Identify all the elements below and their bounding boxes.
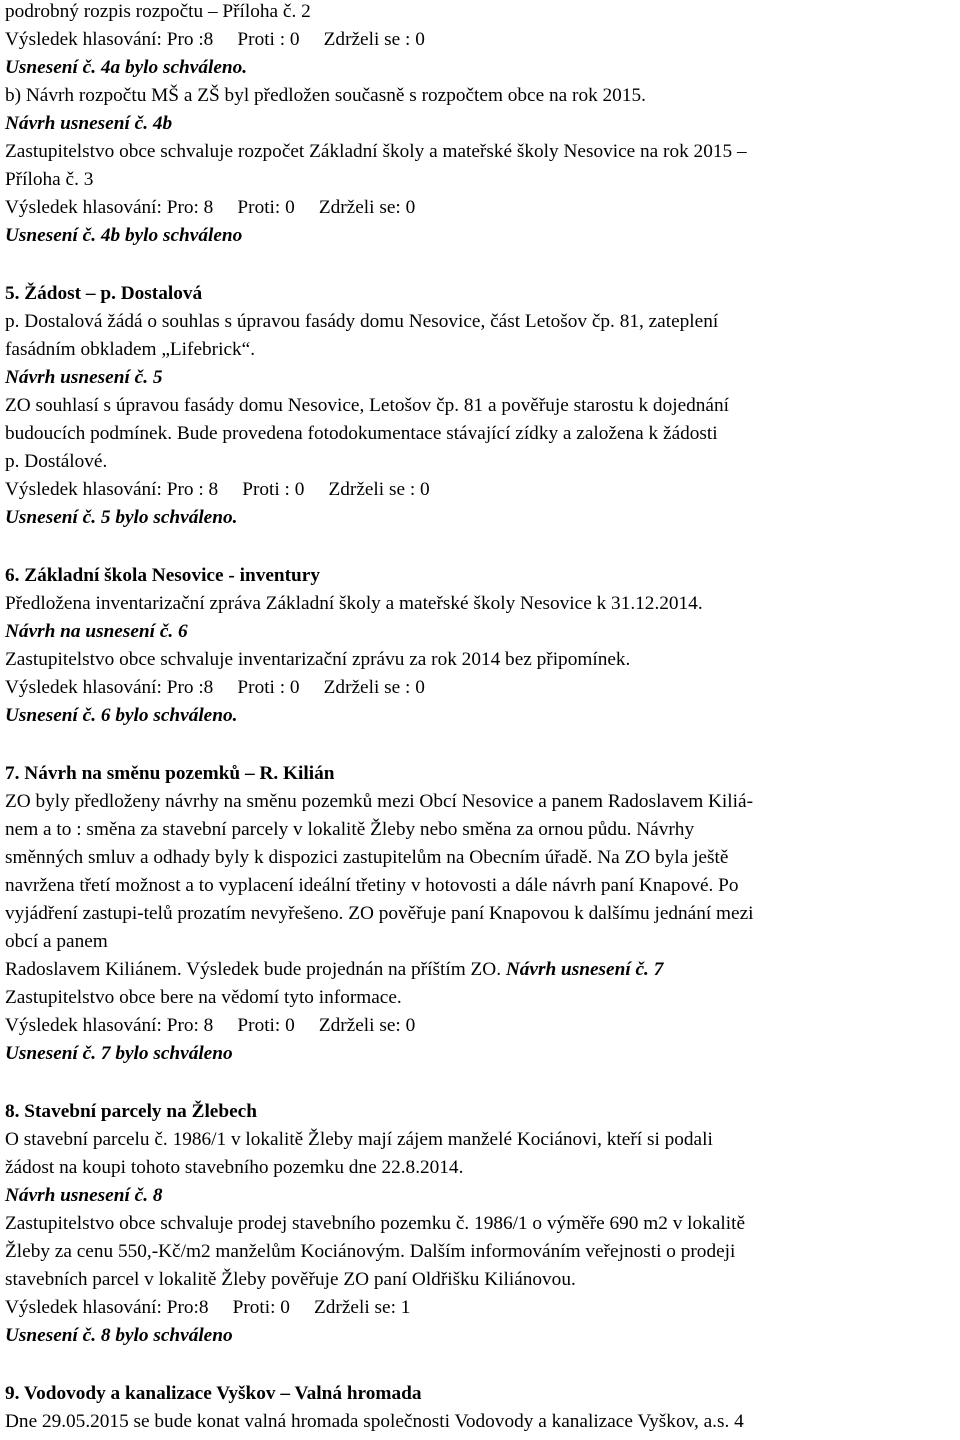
resolution-proposal: Návrh usnesení č. 8 xyxy=(5,1185,163,1206)
vote-result: Výsledek hlasování: Pro :8 Proti : 0 Zdrželi se : 0 xyxy=(5,29,425,50)
resolution-approved: Usnesení č. 8 bylo schváleno xyxy=(5,1325,233,1346)
text-line: budoucích podmínek. Bude provedena fotodokumentace stávající zídky a založena k žádosti xyxy=(5,423,718,444)
text-line: p. Dostálové. xyxy=(5,451,108,472)
text-line: Předložena inventarizační zpráva Základní školy a mateřské školy Nesovice k 31.12.2014. xyxy=(5,593,703,614)
text-line: podrobný rozpis rozpočtu – Příloha č. 2 xyxy=(5,1,311,22)
text-line: navržena třetí možnost a to vyplacení ideální třetiny v hotovosti a dále návrh paní Knapové. Po xyxy=(5,875,739,896)
text-line: O stavební parcelu č. 1986/1 v lokalitě Žleby mají zájem manželé Kociánovi, kteří si podali xyxy=(5,1129,713,1150)
text-run: Radoslavem Kiliánem. Výsledek bude projednán na příštím ZO. xyxy=(5,959,502,980)
resolution-approved: Usnesení č. 4a bylo schváleno. xyxy=(5,57,248,78)
vote-result: Výsledek hlasování: Pro: 8 Proti: 0 Zdrželi se: 0 xyxy=(5,197,416,218)
resolution-proposal: Návrh usnesení č. 7 xyxy=(505,959,664,980)
section-heading: 7. Návrh na směnu pozemků – R. Kilián xyxy=(5,763,335,784)
text-line: Zastupitelstvo obce schvaluje prodej stavebního pozemku č. 1986/1 o výměře 690 m2 v lokalitě xyxy=(5,1213,746,1234)
text-line: obcí a panem xyxy=(5,931,108,952)
text-line: žádost na koupi tohoto stavebního pozemku dne 22.8.2014. xyxy=(5,1157,464,1178)
section-heading: 6. Základní škola Nesovice - inventury xyxy=(5,565,320,586)
resolution-approved: Usnesení č. 6 bylo schváleno. xyxy=(5,705,238,726)
vote-result: Výsledek hlasování: Pro: 8 Proti: 0 Zdrželi se: 0 xyxy=(5,1015,416,1036)
text-line: vyjádření zastupi-telů prozatím nevyřešeno. ZO pověřuje paní Knapovou k dalšímu jednání mezi xyxy=(5,903,754,924)
vote-result: Výsledek hlasování: Pro : 8 Proti : 0 Zdrželi se : 0 xyxy=(5,479,430,500)
text-line: stavebních parcel v lokalitě Žleby pověřuje ZO paní Oldřišku Kiliánovou. xyxy=(5,1269,576,1290)
resolution-approved: Usnesení č. 7 bylo schváleno xyxy=(5,1043,233,1064)
text-line: Zastupitelstvo obce bere na vědomí tyto informace. xyxy=(5,987,402,1008)
text-line xyxy=(5,958,663,982)
text-line: směnných smluv a odhady byly k dispozici zastupitelům na Obecním úřadě. Na ZO byla ještě xyxy=(5,847,729,868)
section-heading: 5. Žádost – p. Dostalová xyxy=(5,283,203,304)
resolution-proposal: Návrh usnesení č. 5 xyxy=(5,367,163,388)
text-line: Dne 29.05.2015 se bude konat valná hromada společnosti Vodovody a kanalizace Vyškov, a.s. 4 xyxy=(5,1411,744,1432)
resolution-approved: Usnesení č. 5 bylo schváleno. xyxy=(5,507,238,528)
resolution-proposal: Návrh usnesení č. 4b xyxy=(5,113,173,134)
text-line: ZO byly předloženy návrhy na směnu pozemků mezi Obcí Nesovice a panem Radoslavem Kiliá- xyxy=(5,791,753,812)
text-line: ZO souhlasí s úpravou fasády domu Nesovice, Letošov čp. 81 a pověřuje starostu k dojednání xyxy=(5,395,729,416)
section-heading: 9. Vodovody a kanalizace Vyškov – Valná hromada xyxy=(5,1383,422,1404)
text-line: Zastupitelstvo obce schvaluje rozpočet Základní školy a mateřské školy Nesovice na rok 2015 – xyxy=(5,141,747,162)
text-line: fasádním obkladem „Lifebrick“. xyxy=(5,339,256,360)
text-line: Příloha č. 3 xyxy=(5,169,94,190)
vote-result: Výsledek hlasování: Pro :8 Proti : 0 Zdrželi se : 0 xyxy=(5,677,425,698)
text-line: b) Návrh rozpočtu MŠ a ZŠ byl předložen současně s rozpočtem obce na rok 2015. xyxy=(5,85,646,106)
text-line: Zastupitelstvo obce schvaluje inventarizační zprávu za rok 2014 bez připomínek. xyxy=(5,649,631,670)
text-line: Žleby za cenu 550,-Kč/m2 manželům Kociánovým. Dalším informováním veřejnosti o prodeji xyxy=(5,1241,736,1262)
section-heading: 8. Stavební parcely na Žlebech xyxy=(5,1101,257,1122)
text-line: nem a to : směna za stavební parcely v lokalitě Žleby nebo směna za ornou půdu. Návrhy xyxy=(5,819,695,840)
vote-result: Výsledek hlasování: Pro:8 Proti: 0 Zdrželi se: 1 xyxy=(5,1297,411,1318)
resolution-proposal: Návrh na usnesení č. 6 xyxy=(5,621,188,642)
text-line: p. Dostalová žádá o souhlas s úpravou fasády domu Nesovice, část Letošov čp. 81, zateplení xyxy=(5,311,719,332)
resolution-approved: Usnesení č. 4b bylo schváleno xyxy=(5,225,243,246)
